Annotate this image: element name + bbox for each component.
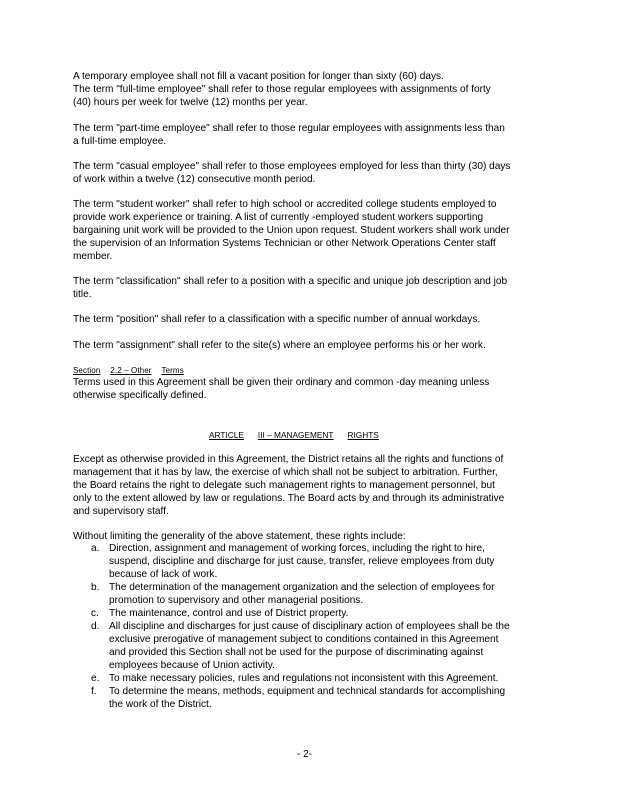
list-item — [91, 620, 545, 672]
text-line: bargaining unit work will be provided to the Union upon request. Student workers shall work under — [73, 225, 510, 236]
list-marker: b. — [91, 582, 100, 593]
text-line: To determine the means, methods, equipment and technical standards for accomplishing — [109, 686, 506, 697]
text-line: Direction, assignment and management of working forces, including the right to hire, — [109, 543, 485, 554]
student-worker-paragraph — [73, 198, 545, 263]
text-line: To make necessary policies, rules and regulations not inconsistent with this Agreement. — [109, 673, 499, 684]
article-heading-part: RIGHTS — [347, 430, 379, 440]
text-line: The term "assignment" shall refer to the site(s) where an employee performs his or her work. — [73, 340, 486, 351]
text-line: because of lack of work. — [109, 569, 218, 580]
list-item — [91, 581, 545, 607]
list-item — [91, 542, 545, 581]
text-line: (40) hours per week for twelve (12) months per year. — [73, 97, 308, 108]
rights-list — [91, 542, 545, 711]
text-line: a full-time employee. — [73, 136, 167, 147]
management-rights-paragraph — [73, 453, 545, 518]
list-item — [91, 607, 545, 620]
section-text — [73, 376, 545, 402]
text-line: employees because of Union activity. — [109, 660, 275, 671]
temporary-fulltime-paragraph — [73, 70, 545, 109]
text-line: suspend, discipline and discharge for just cause, transfer, relieve employees from duty — [109, 556, 495, 567]
list-marker: e. — [91, 673, 100, 684]
text-line: and provided this Section shall not be used for the purpose of discriminating against — [109, 647, 484, 658]
list-marker: a. — [91, 543, 100, 554]
text-line: The term "student worker" shall refer to high school or accredited college students employed to — [73, 199, 497, 210]
text-line: The determination of the management organization and the selection of employees for — [109, 582, 495, 593]
text-line: member. — [73, 251, 113, 262]
text-line: The term "part-time employee" shall refer to those regular employees with assignments less than — [73, 123, 505, 134]
section-heading-part: Terms — [161, 366, 184, 375]
part-time-paragraph — [73, 122, 545, 148]
text-line: the work of the District. — [109, 699, 212, 710]
text-line: All discipline and discharges for just cause of disciplinary action of employees shall be the — [109, 621, 510, 632]
list-marker: c. — [91, 608, 99, 619]
section-heading-part: Section — [73, 366, 101, 375]
list-marker: f. — [91, 686, 97, 697]
text-line: A temporary employee shall not fill a vacant position for longer than sixty (60) days. — [73, 71, 444, 82]
article-heading — [209, 429, 393, 442]
list-item — [91, 672, 545, 685]
text-line: otherwise specifically defined. — [73, 390, 207, 401]
text-line: The term "full-time employee" shall refer to those regular employees with assignments of forty — [73, 84, 491, 95]
text-line: and supervisory staff. — [73, 506, 169, 517]
article-heading-part: ARTICLE — [209, 430, 244, 440]
text-line: of work within a twelve (12) consecutive month period. — [73, 174, 316, 185]
text-line: The term "casual employee" shall refer to those employees employed for less than thirty (30) days — [73, 161, 511, 172]
text-line: exclusive prerogative of management subject to conditions contained in this Agreement — [109, 634, 499, 645]
text-line: The term "position" shall refer to a classification with a specific number of annual workdays. — [73, 314, 481, 325]
text-line: management that it has by law, the exercise of which shall not be subject to arbitration. Further, — [73, 467, 498, 478]
text-line: promotion to supervisory and other managerial positions. — [109, 595, 364, 606]
text-line: provide work experience or training. A list of currently -employed student workers supporting — [73, 212, 484, 223]
page-number: - 2- — [297, 749, 313, 760]
assignment-paragraph — [73, 339, 545, 352]
text-line: the Board retains the right to delegate such management rights to management personnel, but — [73, 480, 495, 491]
list-item — [91, 685, 545, 711]
text-line: Terms used in this Agreement shall be given their ordinary and common -day meaning unless — [73, 377, 490, 388]
text-line: Without limiting the generality of the above statement, these rights include: — [73, 531, 406, 542]
text-line: only to the extent allowed by law or regulations. The Board acts by and through its administrative — [73, 493, 505, 504]
text-line: title. — [73, 289, 92, 300]
text-line: The maintenance, control and use of District property. — [109, 608, 349, 619]
casual-employee-paragraph — [73, 160, 545, 186]
position-paragraph — [73, 313, 545, 326]
section-heading-part: 2.2 – Other — [110, 366, 152, 375]
text-line: The term "classification" shall refer to a position with a specific and unique job description and job — [73, 276, 508, 287]
text-line: the supervision of an Information Systems Technician or other Network Operations Center staff — [73, 238, 496, 249]
article-heading-part: III – MANAGEMENT — [257, 430, 334, 440]
list-marker: d. — [91, 621, 100, 632]
classification-paragraph — [73, 275, 545, 301]
text-line: Except as otherwise provided in this Agreement, the District retains all the rights and functions of — [73, 454, 504, 465]
